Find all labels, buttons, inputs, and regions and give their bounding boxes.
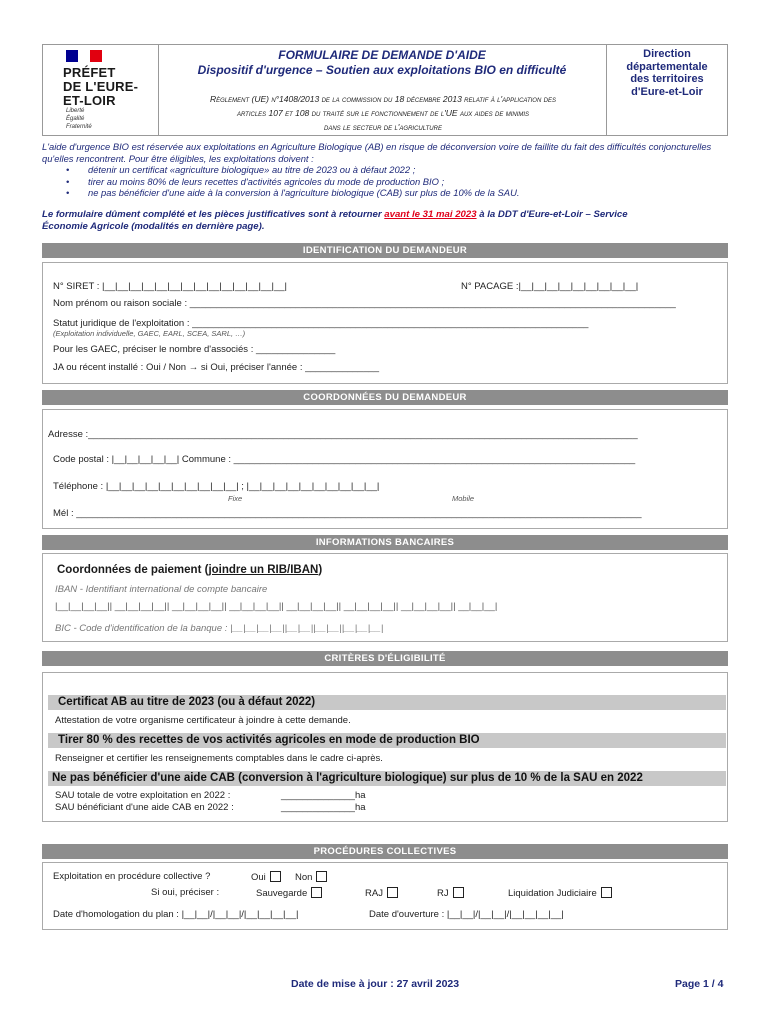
homologation-date-field[interactable]: Date d'homologation du plan : |__|__|/|__|__|/|__|__|__|__| (53, 909, 299, 920)
iban-label: IBAN - Identifiant international de compte bancaire (55, 584, 268, 595)
rib-link[interactable]: joindre un RIB/IBAN (208, 564, 319, 576)
oui-checkbox[interactable]: Oui (251, 871, 281, 883)
non-checkbox[interactable]: Non (295, 871, 327, 883)
iban-field[interactable]: |__|__|__|__|| __|__|__|__|| __|__|__|__|| __|__|__|__|| __|__|__|__|| __|__|__|__|| __|__|__|__|| __|__|__| (55, 601, 498, 612)
sauvegarde-checkbox[interactable]: Sauvegarde (256, 887, 322, 899)
paiement-title: Coordonnées de paiement (joindre un RIB/IBAN) (57, 564, 323, 576)
critere-cab-title: Ne pas bénéficier d'une aide CAB (conversion à l'agriculture biologique) sur plus de 10 % de la SAU en 2022 (48, 771, 726, 786)
section-bancaires-title: INFORMATIONS BANCAIRES (42, 535, 728, 550)
republic-motto: Liberté Égalité Fraternité (66, 108, 92, 130)
list-item: • détenir un certificat «agriculture biologique» au titre de 2023 ou à défaut 2022 ; (66, 164, 728, 176)
mel-field[interactable]: Mél : ___________________________________________________________________________________________________________ (53, 508, 642, 519)
sau-cab-label: SAU bénéficiant d'une aide CAB en 2022 : (55, 802, 234, 813)
statut-hint: (Exploitation individuelle, GAEC, EARL, SCEA, SARL, …) (53, 329, 246, 338)
header-divider (158, 44, 159, 136)
critere-recettes-title: Tirer 80 % des recettes de vos activités agricoles en mode de production BIO (48, 733, 726, 748)
sau-cab-field[interactable]: ______________ha (281, 802, 366, 813)
mobile-label: Mobile (452, 494, 475, 503)
raj-checkbox[interactable]: RAJ (365, 887, 398, 899)
page-number: Page 1 / 4 (675, 978, 724, 990)
critere-recettes-text: Renseigner et certifier les renseignements comptables dans le cadre ci-après. (55, 753, 383, 764)
rj-checkbox[interactable]: RJ (437, 887, 464, 899)
marianne-logo-icon (66, 50, 102, 62)
section-coordonnees-title: COORDONNÉES DU DEMANDEUR (42, 390, 728, 405)
fixe-label: Fixe (228, 494, 243, 503)
reglement-reference: Règlement (UE) n°1408/2013 de la commission du 18 décembre 2013 relatif à l'application des articles 107 et 108 du traité sur le fonctionnement de l'UE aux aides de minimis dans le secteur de l'agriculture (209, 94, 557, 132)
code-postal-field[interactable]: Code postal : |__|__|__|__|__| Commune : ____________________________________________________________________________ (53, 454, 636, 465)
sau-totale-label: SAU totale de votre exploitation en 2022 : (55, 790, 231, 801)
header-divider (606, 44, 607, 136)
direction-name: Direction départementale des territoires d'Eure-et-Loir (626, 48, 708, 98)
bic-field[interactable]: BIC - Code d'identification de la banque : |__|__|__|__||__|__||__|__||__|__|__| (55, 623, 384, 634)
ouverture-date-field[interactable]: Date d'ouverture : |__|__|/|__|__|/|__|__|__|__| (369, 909, 564, 920)
update-date: Date de mise à jour : 27 avril 2023 (291, 978, 460, 990)
siret-field[interactable]: N° SIRET : |__|__|__|__|__|__|__|__|__|__|__|__|__|__| (53, 281, 287, 292)
liquidation-checkbox[interactable]: Liquidation Judiciaire (508, 887, 612, 899)
sau-totale-field[interactable]: ______________ha (281, 790, 366, 801)
critere-certificat-title: Certificat AB au titre de 2023 (ou à défaut 2022) (48, 695, 726, 710)
section-procedures-title: PROCÉDURES COLLECTIVES (42, 844, 728, 859)
critere-certificat-text: Attestation de votre organisme certificateur à joindre à cette demande. (55, 715, 351, 726)
ja-field[interactable]: JA ou récent installé : Oui / Non → si Oui, préciser l'année : ______________ (53, 362, 380, 373)
form-title: FORMULAIRE DE DEMANDE D'AIDE Dispositif d'urgence – Soutien aux exploitations BIO en difficulté (197, 48, 567, 77)
deadline: avant le 31 mai 2023 (384, 209, 477, 220)
statut-field[interactable]: Statut juridique de l'exploitation : ___________________________________________________________________________ (53, 318, 589, 329)
procedure-question: Exploitation en procédure collective ? (53, 871, 211, 882)
section-criteres-title: CRITÈRES D'ÉLIGIBILITÉ (42, 651, 728, 666)
section-identification-title: IDENTIFICATION DU DEMANDEUR (42, 243, 728, 258)
telephone-field[interactable]: Téléphone : |__|__|__|__|__|__|__|__|__|__| ; |__|__|__|__|__|__|__|__|__|__| (53, 481, 380, 492)
nom-field[interactable]: Nom prénom ou raison sociale : ____________________________________________________________________________________________ (53, 298, 676, 309)
list-item: • ne pas bénéficier d'une aide à la conversion à l'agriculture biologique (CAB) sur plus de 10% de la SAU. (66, 187, 728, 199)
gaec-field[interactable]: Pour les GAEC, préciser le nombre d'associés : _______________ (53, 344, 336, 355)
prefecture-name: PRÉFET DE L'EURE- ET-LOIR (63, 65, 139, 108)
list-item: • tirer au moins 80% de leurs recettes d'activités agricoles du mode de production BIO ; (66, 176, 728, 188)
return-instructions: Le formulaire dûment complété et les pièces justificatives sont à retourner avant le 31 mai 2023 à la DDT d'Eure-et-Loir – Service Économie Agricole (modalités en dernière page). (42, 209, 628, 232)
intro-text: L'aide d'urgence BIO est réservée aux exploitations en Agriculture Biologique (AB) en risque de déconversion voire de faillite du fait des difficultés conjoncturelles qu'elles rencontrent. Pour être éligibles, les exploitations doivent : • détenir un certificat «agriculture biologique» au titre de 2023 ou à défaut 2022 ; • tirer au moins 80% de leurs recettes d'activités agricoles du mode de production BIO ; • ne pas bénéficier d'une aide à la conversion à l'agriculture biologique (CAB) sur plus de 10% de la SAU. (42, 141, 728, 199)
preciser-label: Si oui, préciser : (151, 887, 220, 898)
pacage-field[interactable]: N° PACAGE :|__|__|__|__|__|__|__|__|__| (461, 281, 639, 292)
adresse-field[interactable]: Adresse :________________________________________________________________________________________________________ (48, 429, 638, 440)
